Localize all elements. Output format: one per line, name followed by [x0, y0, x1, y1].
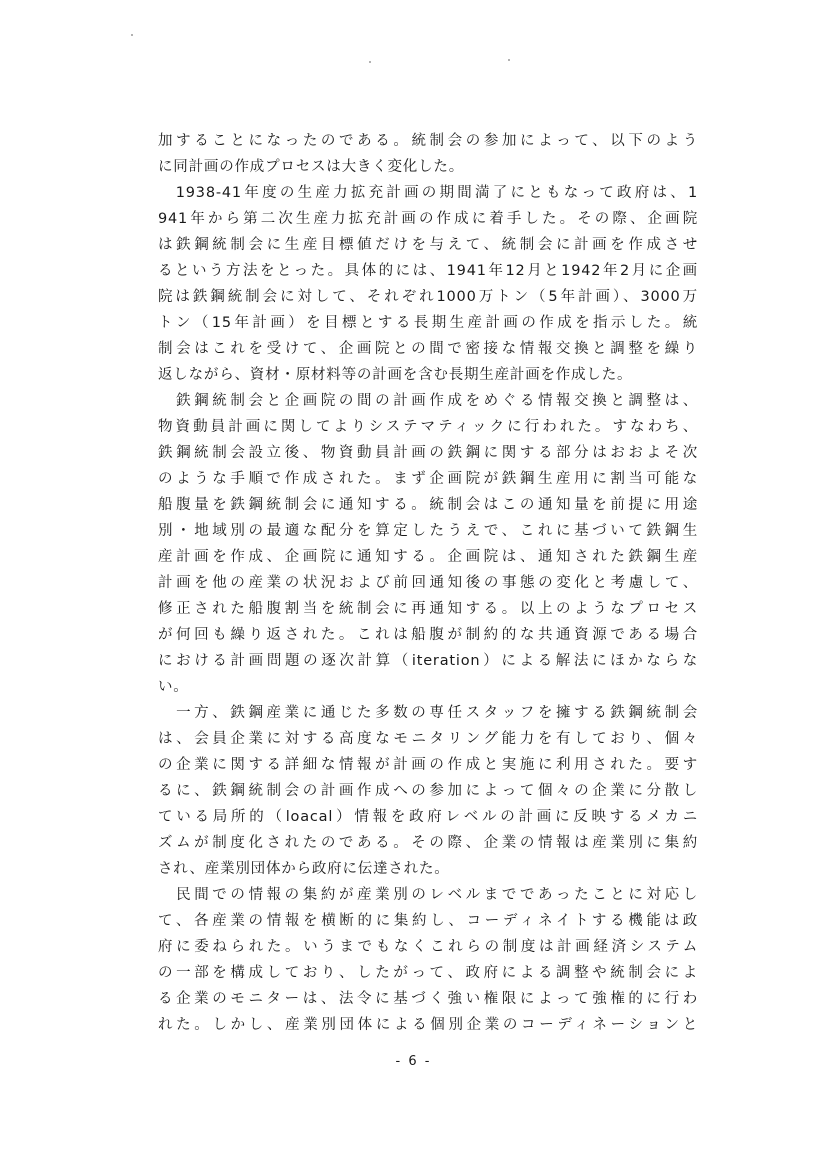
text-line: 別・地域別の最適な配分を算定したうえで、これに基づいて鉄鋼生	[158, 523, 698, 539]
text-line: ている局所的（loacal）情報を政府レベルの計画に反映するメカニ	[158, 809, 698, 825]
text-line: れた。しかし、産業別団体による個別企業のコーディネーションと	[158, 1017, 698, 1033]
text-line: ズムが制度化されたのである。その際、企業の情報は産業別に集約	[158, 835, 698, 851]
text-line: に同計画の作成プロセスは大きく変化した。	[158, 159, 464, 175]
scan-speck	[369, 61, 371, 63]
text-line: され、産業別団体から政府に伝達された。	[158, 861, 450, 877]
text-line: い。	[158, 679, 189, 695]
text-line: 船腹量を鉄鋼統制会に通知する。統制会はこの通知量を前提に用途	[158, 497, 698, 513]
scan-speck	[508, 59, 510, 61]
text-line: 加することになったのである。統制会の参加によって、以下のよう	[158, 133, 698, 149]
text-line: が何回も繰り返された。これは船腹が制約的な共通資源である場合	[158, 627, 698, 643]
scan-speck	[131, 34, 133, 36]
text-line: 物資動員計画に関してよりシステマティックに行われた。すなわち、	[158, 419, 698, 435]
text-line: るに、鉄鋼統制会の計画作成への参加によって個々の企業に分散し	[158, 783, 698, 799]
text-line: 民間での情報の集約が産業別のレベルまでであったことに対応し	[158, 887, 698, 903]
text-line: 院は鉄鋼統制会に対して、それぞれ1000万トン（5年計画）、3000万	[158, 289, 698, 305]
text-line: の一部を構成しており、したがって、政府による調整や統制会によ	[158, 965, 698, 981]
text-line: 府に委ねられた。いうまでもなくこれらの制度は計画経済システム	[158, 939, 698, 955]
text-line: る企業のモニターは、法令に基づく強い権限によって強権的に行わ	[158, 991, 698, 1007]
text-line: における計画問題の逐次計算（iteration）による解法にほかならな	[158, 653, 698, 669]
text-line: 鉄鋼統制会と企画院の間の計画作成をめぐる情報交換と調整は、	[158, 393, 698, 409]
text-line: の企業に関する詳細な情報が計画の作成と実施に利用された。要す	[158, 757, 698, 773]
text-line: 一方、鉄鋼産業に通じた多数の専任スタッフを擁する鉄鋼統制会	[158, 705, 698, 721]
text-line: 1938-41年度の生産力拡充計画の期間満了にともなって政府は、1	[158, 185, 698, 201]
text-line: 鉄鋼統制会設立後、物資動員計画の鉄鋼に関する部分はおおよそ次	[158, 445, 698, 461]
text-line: 計画を他の産業の状況および前回通知後の事態の変化と考慮して、	[158, 575, 698, 591]
text-line: 返しながら、資材・原材料等の計画を含む長期生産計画を作成した。	[158, 367, 633, 383]
text-line: 産計画を作成、企画院に通知する。企画院は、通知された鉄鋼生産	[158, 549, 698, 565]
page-number: - 6 -	[395, 1054, 432, 1069]
text-line: 修正された船腹割当を統制会に再通知する。以上のようなプロセス	[158, 601, 698, 617]
text-line: 941年から第二次生産力拡充計画の作成に着手した。その際、企画院	[158, 211, 698, 227]
text-line: るという方法をとった。具体的には、1941年12月と1942年2月に企画	[158, 263, 698, 279]
text-line: て、各産業の情報を横断的に集約し、コーディネイトする機能は政	[158, 913, 698, 929]
text-line: のような手順で作成された。まず企画院が鉄鋼生産用に割当可能な	[158, 471, 698, 487]
text-line: トン（15年計画）を目標とする長期生産計画の作成を指示した。統	[158, 315, 698, 331]
text-line: は、会員企業に対する高度なモニタリング能力を有しており、個々	[158, 731, 698, 747]
text-line: 制会はこれを受けて、企画院との間で密接な情報交換と調整を繰り	[158, 341, 698, 357]
text-line: は鉄鋼統制会に生産目標値だけを与えて、統制会に計画を作成させ	[158, 237, 698, 253]
